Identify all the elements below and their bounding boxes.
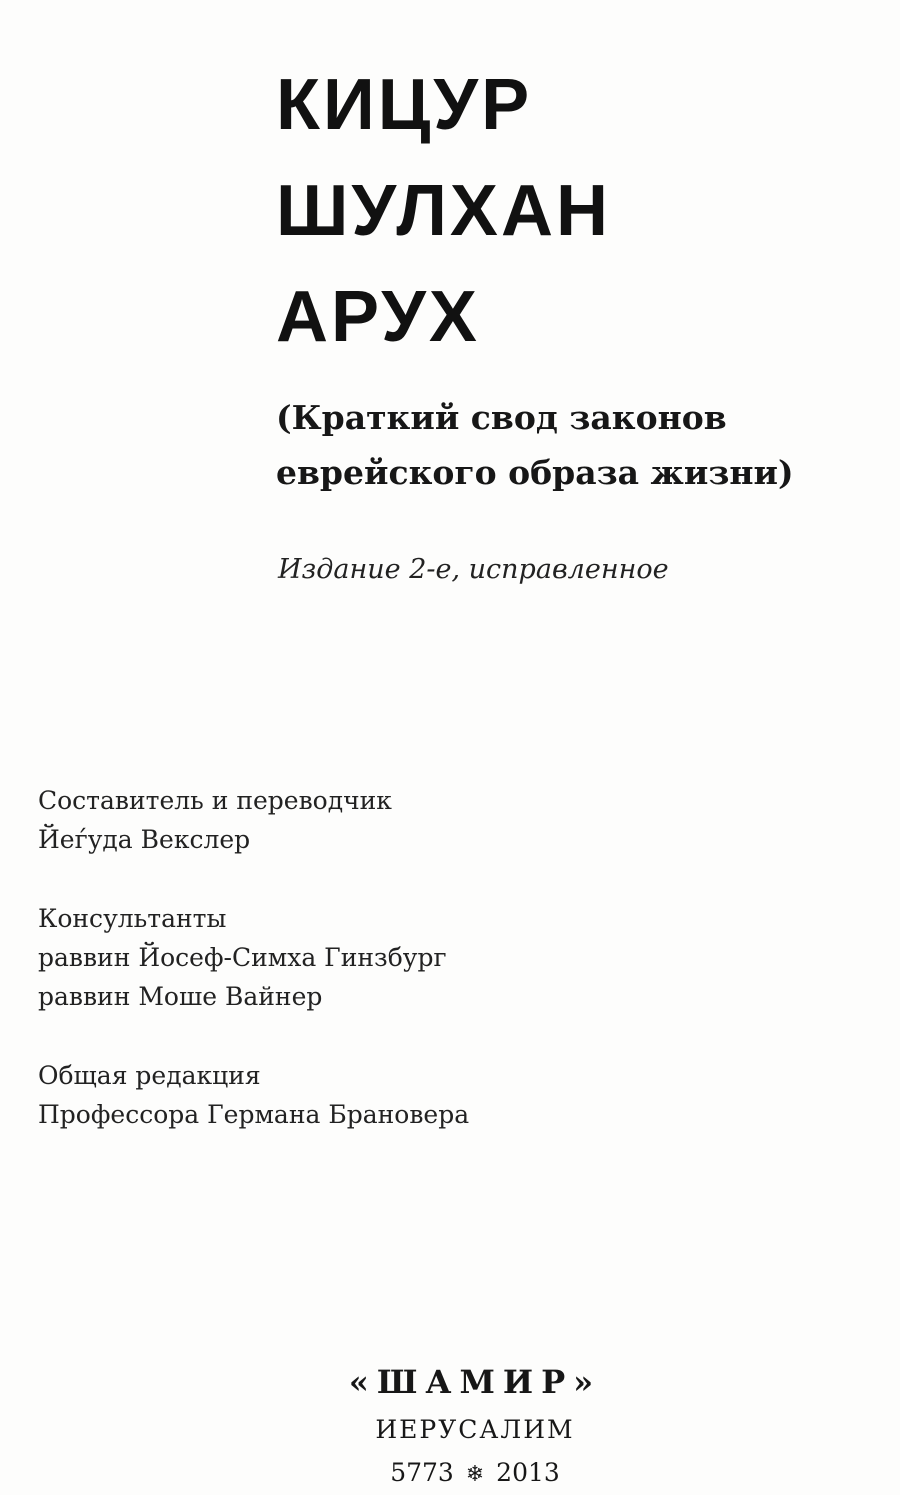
editor-name: Профессора Германа Брановера: [38, 1100, 470, 1129]
publisher-city: ИЕРУСАЛИМ: [375, 1415, 575, 1444]
year-hebrew: 5773: [390, 1458, 454, 1487]
consultant-name-1: раввин Йосеф-Симха Гинзбург: [38, 943, 447, 972]
consultants-role: Консультанты: [38, 904, 227, 933]
book-subtitle: [276, 390, 794, 500]
subtitle-line-1: (Краткий свод законов: [276, 398, 727, 437]
title-line-3: АРУХ: [276, 277, 480, 357]
title-line-1: КИЦУР: [276, 65, 533, 145]
edition-note: Издание 2-е, исправленное: [278, 554, 669, 585]
compiler-credit: [38, 781, 469, 859]
publisher-name: «ШАМИР»: [348, 1363, 602, 1401]
compiler-role: Составитель и переводчик: [38, 786, 392, 815]
imprint: [0, 1360, 900, 1495]
compiler-name: Йеѓуда Векслер: [38, 825, 251, 854]
editor-role: Общая редакция: [38, 1061, 261, 1090]
subtitle-line-2: еврейского образа жизни): [276, 453, 794, 492]
publication-year: [0, 1453, 900, 1495]
editor-credit: [38, 1056, 469, 1134]
book-title: [276, 52, 611, 370]
snowflake-ornament-icon: ❄: [465, 1462, 485, 1487]
year-gregorian: 2013: [496, 1458, 560, 1487]
consultants-credit: [38, 899, 469, 1016]
credits: [38, 781, 469, 1134]
title-line-2: ШУЛХАН: [276, 171, 611, 251]
consultant-name-2: раввин Моше Вайнер: [38, 982, 323, 1011]
